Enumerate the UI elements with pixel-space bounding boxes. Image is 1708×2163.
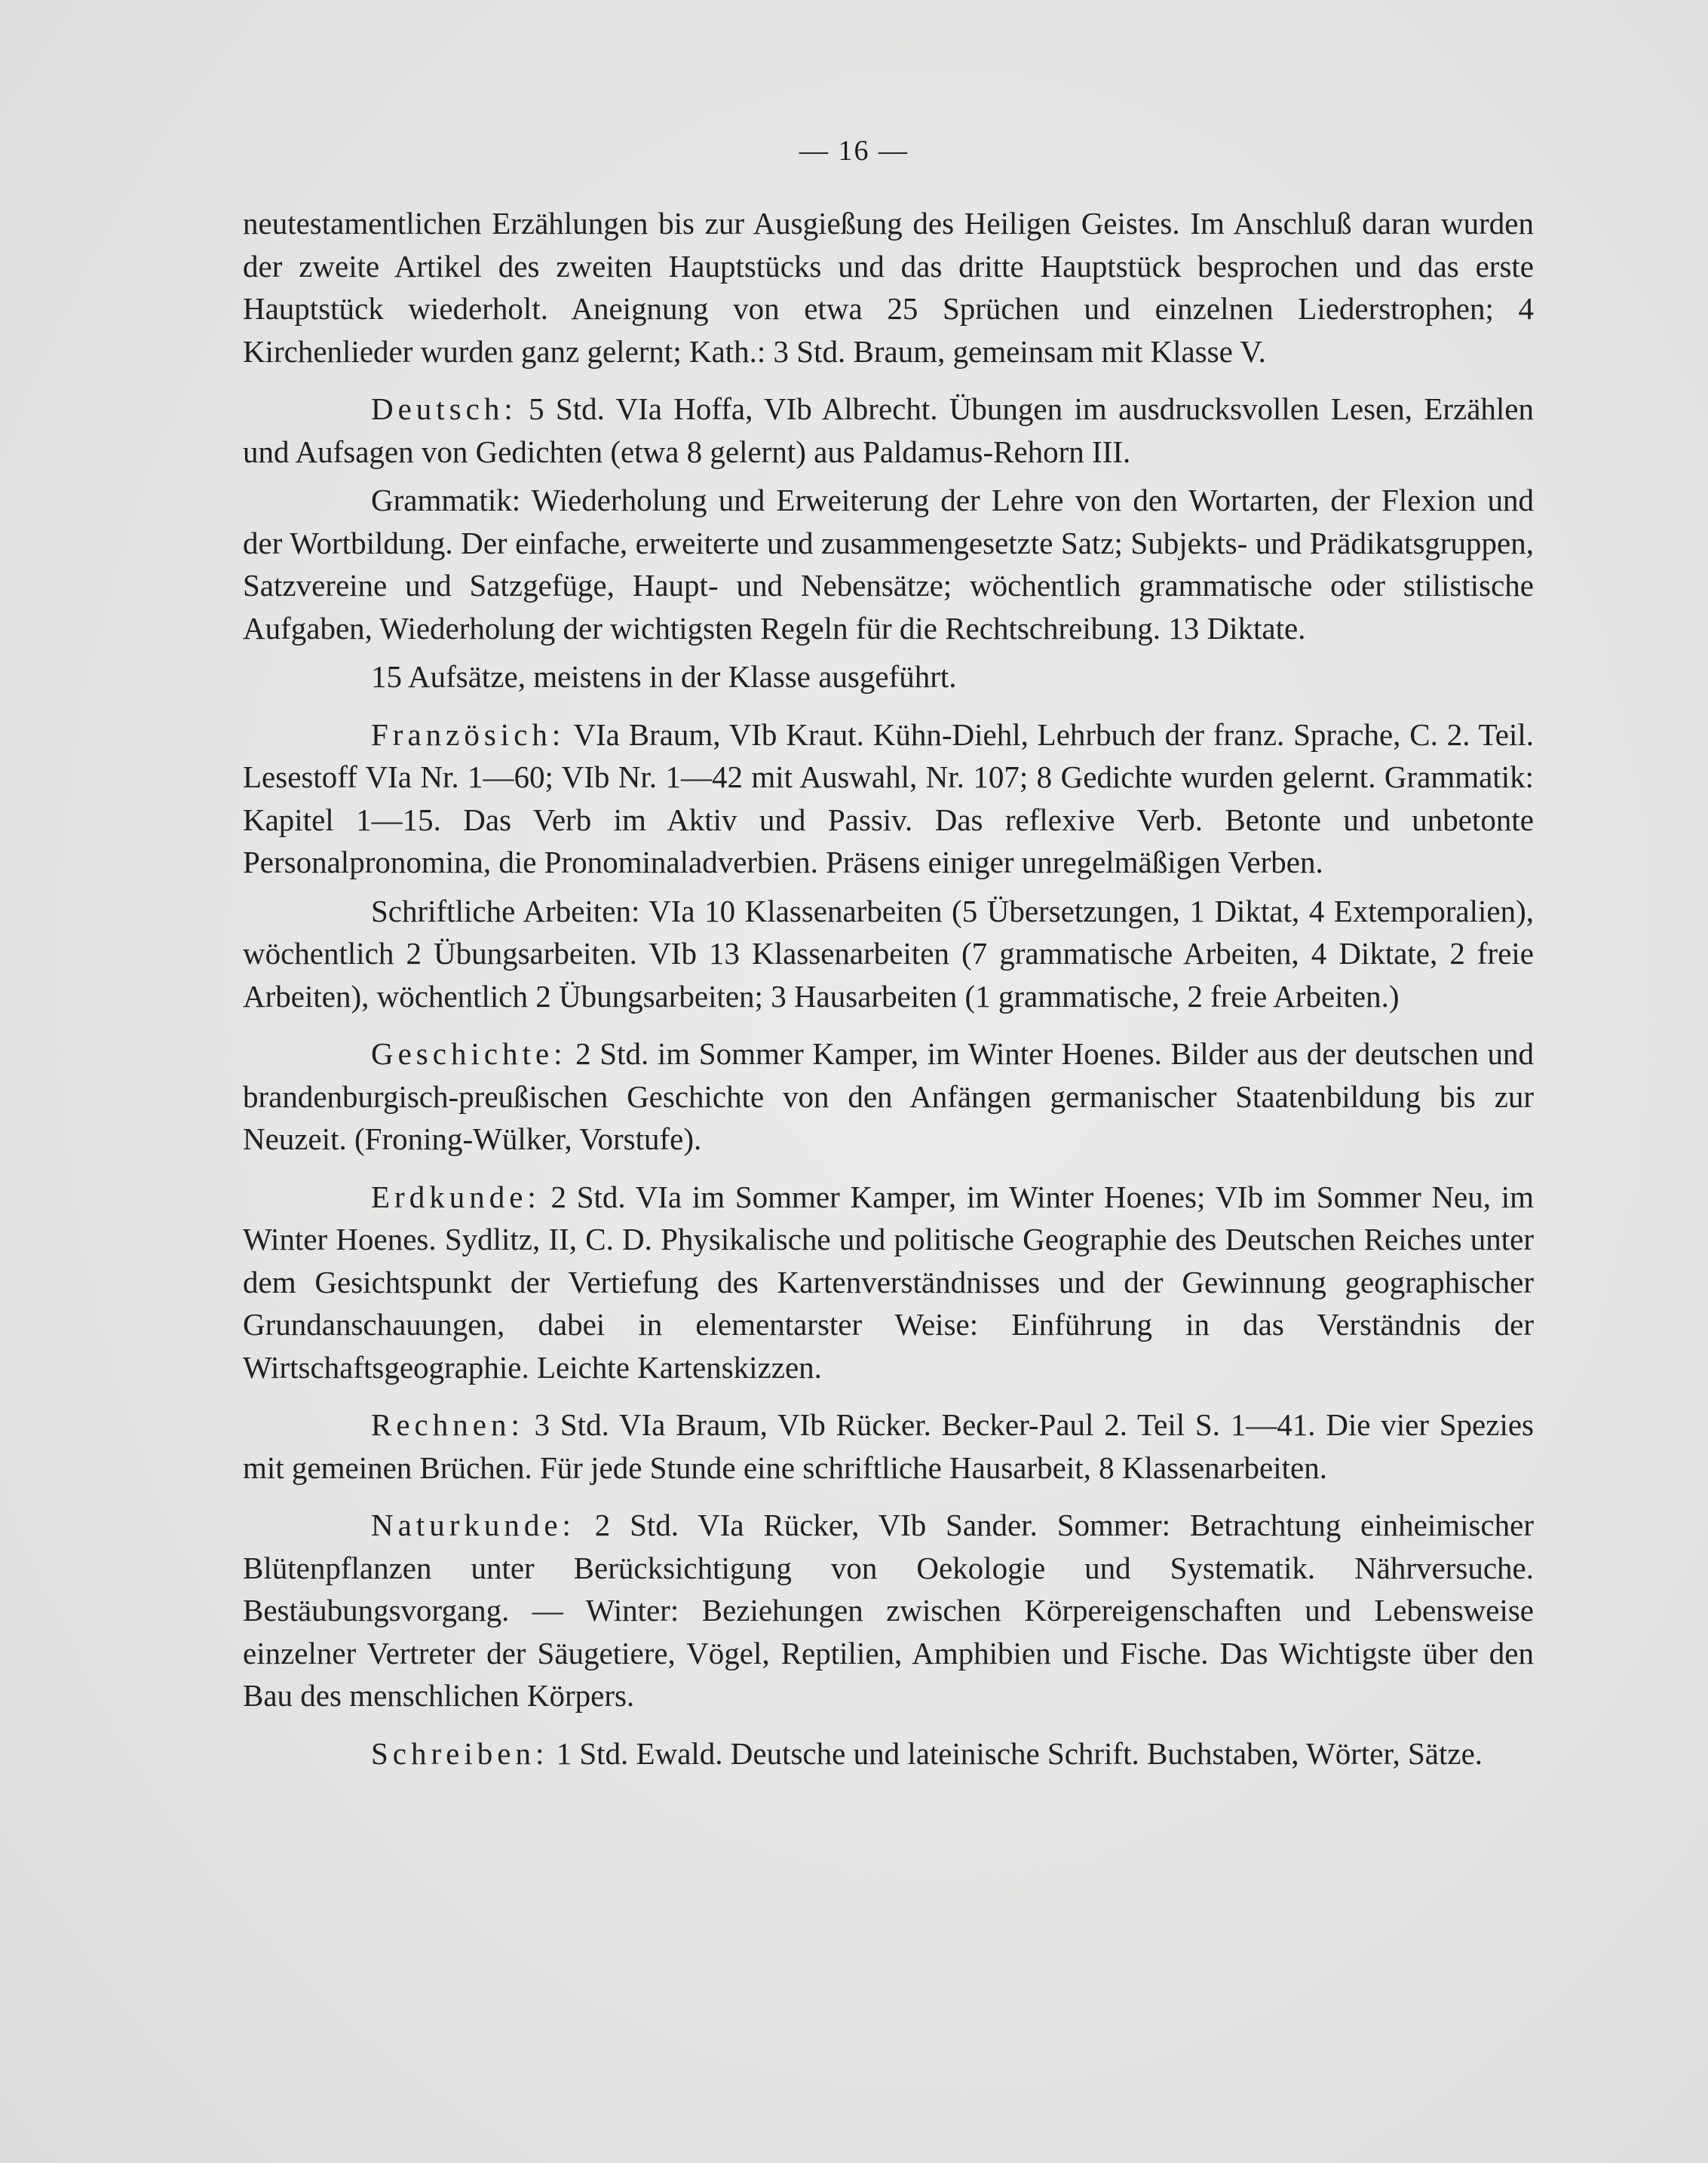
paragraph-text: VIa Braum, VIb Kraut. Kühn-Diehl, Lehrbuch der franz. Sprache, C. 2. Teil. Lesestoff VIa Nr. 1—60; VIb Nr. 1—42 mit Auswahl, Nr. 107; 8 Gedichte wurden gelernt. Grammatik: Kapitel 1—15. Das Verb im Aktiv und Passiv. Das reflexive Verb. Betonte und unbetonte Personalpronomina, die Pronominaladverbien. Präsens einiger unregelmäßigen Verben. [243,716,1534,879]
paragraph-text: 5 Std. VIa Hoffa, VIb Albrecht. Übungen im ausdrucksvollen Lesen, Erzählen und Aufsagen von Gedichten (etwa 8 gelernt) aus Paldamus-Rehorn III. [243,391,1534,469]
paragraph-erdkunde [243,1176,1534,1389]
paragraph-deutsch [243,388,1534,473]
subject-heading-deutsch: Deutsch: [371,391,517,426]
paragraph-text: 1 Std. Ewald. Deutsche und lateinische Schrift. Buchstaben, Wörter, Sätze. [548,1735,1483,1771]
paragraph-schreiben [243,1732,1534,1775]
paragraph-schriftliche-arbeiten [243,890,1534,1018]
subject-heading-rechnen: Rechnen: [371,1407,524,1442]
subject-heading-franzoesisch: Französich: [371,716,566,752]
paragraph-text: neutestamentlichen Erzählungen bis zur Ausgießung des Heiligen Geistes. Im Anschluß daran wurden der zweite Artikel des zweiten Hauptstücks und das dritte Hauptstück besprochen und das erste Hauptstück wiederholt. Aneignung von etwa 25 Sprüchen und einzelnen Liederstrophen; 4 Kirchenlieder wurden ganz gelernt; Kath.: 3 Std. Braum, gemeinsam mit Klasse V. [243,206,1534,369]
paragraph-religion-continued [243,202,1534,373]
paragraph-grammatik [243,479,1534,649]
paragraph-naturkunde [243,1504,1534,1717]
paragraph-franzoesisch [243,713,1534,884]
paragraph-text: 2 Std. im Sommer Kamper, im Winter Hoenes. Bilder aus der deutschen und brandenburgisch-preußischen Geschichte von den Anfängen germanischer Staatenbildung bis zur Neuzeit. (Froning-Wülker, Vorstufe). [243,1036,1534,1156]
subject-heading-geschichte: Geschichte: [371,1036,567,1071]
paragraph-text: 2 Std. VIa Rücker, VIb Sander. Sommer: Betrachtung einheimischer Blütenpflanzen unter Berücksichtigung von Oekologie und Systematik. Nährversuche. Bestäubungsvorgang. — Winter: Beziehungen zwischen Körpereigenschaften und Lebensweise einzelner Vertreter der Säugetiere, Vögel, Reptilien, Amphibien und Fische. Das Wichtigste über den Bau des menschlichen Körpers. [243,1508,1534,1713]
page-body [243,202,1534,1775]
paragraph-geschichte [243,1032,1534,1161]
paragraph-text: 3 Std. VIa Braum, VIb Rücker. Becker-Paul 2. Teil S. 1—41. Die vier Spezies mit gemeinen Brüchen. Für jede Stunde eine schriftliche Hausarbeit, 8 Klassenarbeiten. [243,1407,1534,1485]
paragraph-text: 15 Aufsätze, meistens in der Klasse ausgeführt. [371,659,957,694]
subject-heading-schreiben: Schreiben: [371,1735,549,1771]
paragraph-rechnen [243,1404,1534,1489]
page-number: — 16 — [799,135,909,167]
paragraph-text: Grammatik: Wiederholung und Erweiterung der Lehre von den Wortarten, der Flexion und der Wortbildung. Der einfache, erweiterte und zusammengesetzte Satz; Subjekts- und Prädikatsgruppen, Satzvereine und Satzgefüge, Haupt- und Nebensätze; wöchentlich grammatische oder stilistische Aufgaben, Wiederholung der wichtigsten Regeln für die Rechtschreibung. 13 Diktate. [243,483,1534,646]
subject-heading-naturkunde: Naturkunde: [371,1508,575,1542]
paragraph-text: Schriftliche Arbeiten: VIa 10 Klassenarbeiten (5 Übersetzungen, 1 Diktat, 4 Extemporalien), wöchentlich 2 Übungsarbeiten. VIb 13 Klassenarbeiten (7 grammatische Arbeiten, 4 Diktate, 2 freie Arbeiten), wöchentlich 2 Übungsarbeiten; 3 Hausarbeiten (1 grammatische, 2 freie Arbeiten.) [243,893,1534,1014]
paragraph-text: 2 Std. VIa im Sommer Kamper, im Winter Hoenes; VIb im Sommer Neu, im Winter Hoenes. Sydlitz, II, C. D. Physikalische und politische Geographie des Deutschen Reiches unter dem Gesichtspunkt der Vertiefung des Kartenverständnisses und der Gewinnung geographischer Grundanschauungen, dabei in elementarster Weise: Einführung in das Verständnis der Wirtschaftsgeographie. Leichte Kartenskizzen. [243,1179,1534,1385]
subject-heading-erdkunde: Erdkunde: [371,1179,541,1214]
paragraph-aufsaetze [243,655,1534,698]
